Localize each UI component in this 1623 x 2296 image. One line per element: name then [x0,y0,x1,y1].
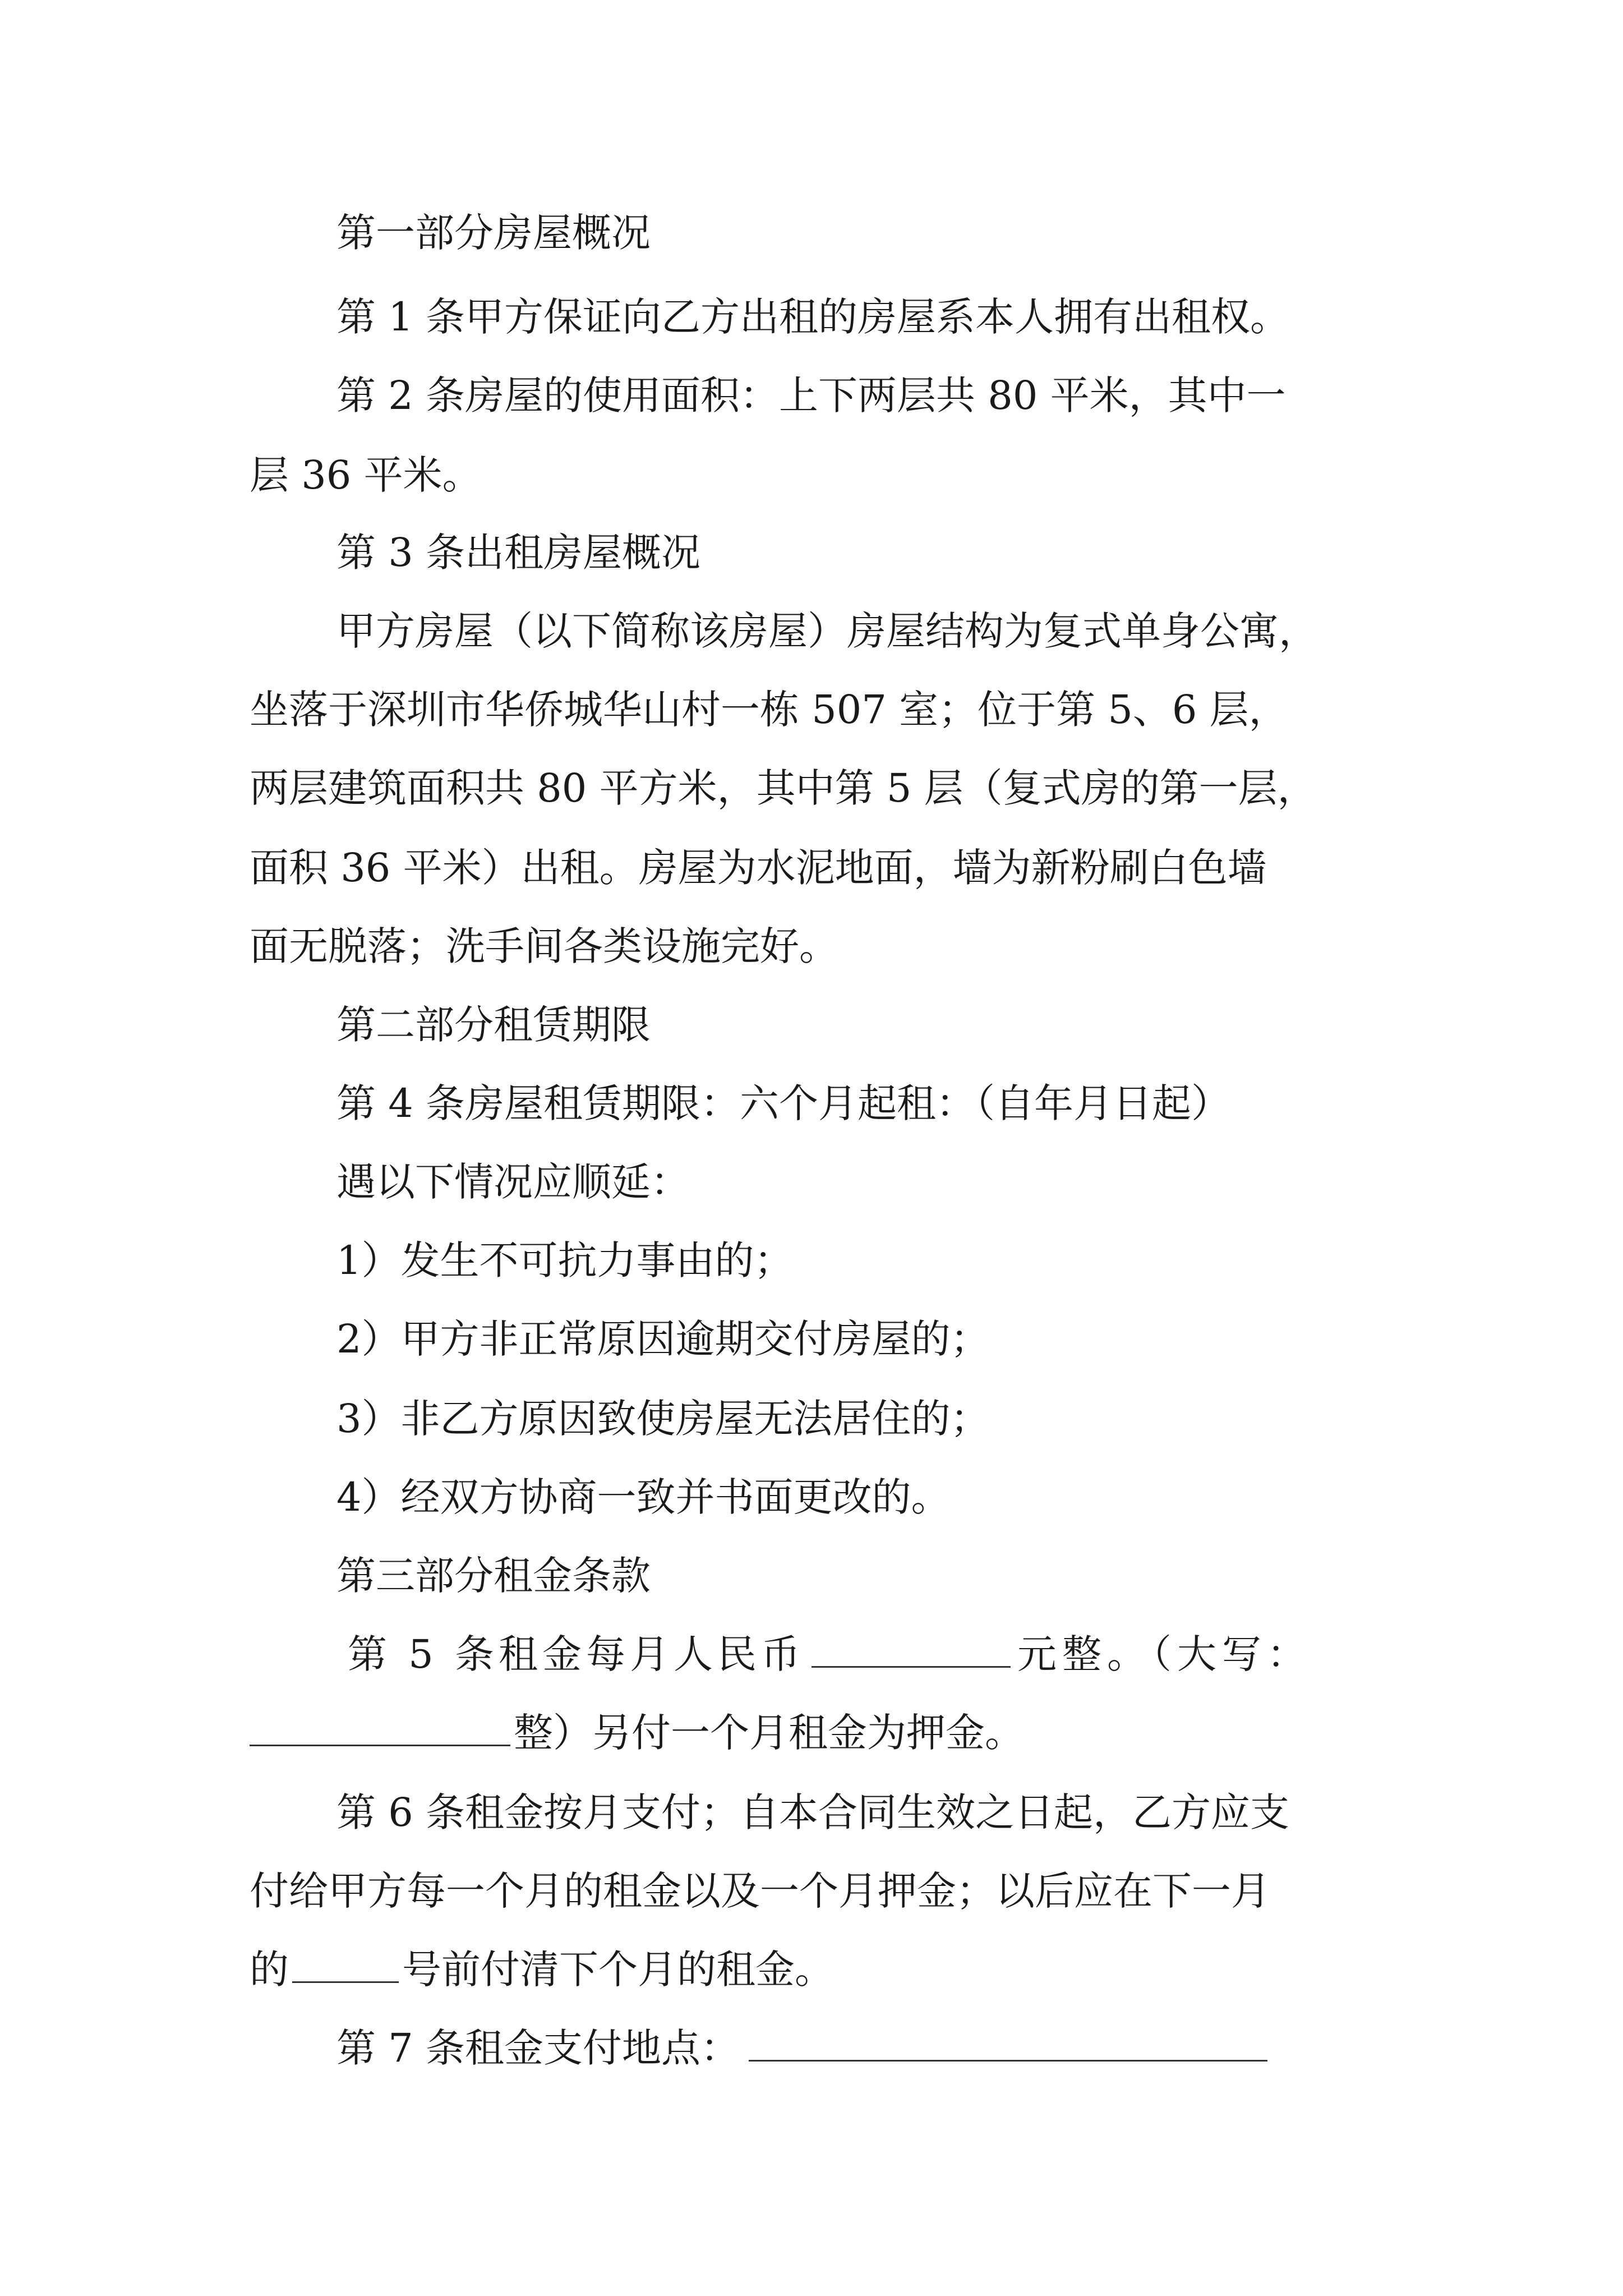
clause-5-text-end: 元整。（大写： [1017,1631,1312,1677]
clause-5-line-1 [348,1623,1312,1685]
rent-in-words-blank[interactable] [250,1710,510,1746]
section-3-heading: 第三部分租金条款 [336,1553,651,1599]
clause-1: 第 1 条甲方保证向乙方出租的房屋系本人拥有出租权。 [336,294,1290,340]
clause-3-line-3: 两层建筑面积共 80 平方米，其中第 5 层（复式房的第一层， [250,765,1317,811]
payment-day-blank[interactable] [292,1947,399,1983]
section-2-heading: 第二部分租赁期限 [336,1002,651,1048]
section-1-heading: 第一部分房屋概况 [336,210,651,256]
clause-3-line-4: 面积 36 平米）出租。房屋为水泥地面，墙为新粉刷白色墙 [250,845,1267,891]
extension-item-2: 2）甲方非正常原因逾期交付房屋的； [336,1316,990,1362]
clause-3-line-2: 坐落于深圳市华侨城华山村一栋 507 室；位于第 5、6 层， [250,687,1288,733]
clause-2-line-2: 层 36 平米。 [250,452,482,498]
clause-7-line [336,2017,1267,2079]
clause-4: 第 4 条房屋租赁期限：六个月起租：（自年月日起） [336,1080,1231,1126]
clause-5-line-2 [250,1702,1024,1764]
clause-5-text-deposit: 整）另付一个月租金为押金。 [514,1710,1024,1756]
payment-location-blank[interactable] [749,2025,1267,2062]
clause-3-line-1: 甲方房屋（以下简称该房屋）房屋结构为复式单身公寓， [336,608,1318,654]
clause-6-text-start: 的 [250,1947,289,1993]
clause-6-text-end: 号前付清下个月的租金。 [402,1947,834,1993]
extension-item-1: 1）发生不可抗力事由的； [336,1237,794,1283]
clause-7-label: 第 7 条租金支付地点： [336,2025,740,2071]
extension-item-3: 3）非乙方原因致使房屋无法居住的； [336,1396,990,1442]
clause-3-heading: 第 3 条出租房屋概况 [336,530,701,576]
extension-item-4: 4）经双方协商一致并书面更改的。 [336,1474,951,1520]
clause-5-text-start: 第 5 条租金每月人民币 [348,1631,805,1677]
clause-3-line-5: 面无脱落；洗手间各类设施完好。 [250,923,838,969]
clause-2-line-1: 第 2 条房屋的使用面积：上下两层共 80 平米，其中一 [336,372,1286,418]
clause-4-extension: 遇以下情况应顺延： [336,1159,690,1205]
clause-6-line-3 [250,1939,834,2000]
clause-6-line-2: 付给甲方每一个月的租金以及一个月押金；以后应在下一月 [250,1868,1270,1914]
clause-6-line-1: 第 6 条租金按月支付；自本合同生效之日起，乙方应支 [336,1789,1290,1835]
monthly-rent-blank[interactable] [811,1631,1011,1668]
